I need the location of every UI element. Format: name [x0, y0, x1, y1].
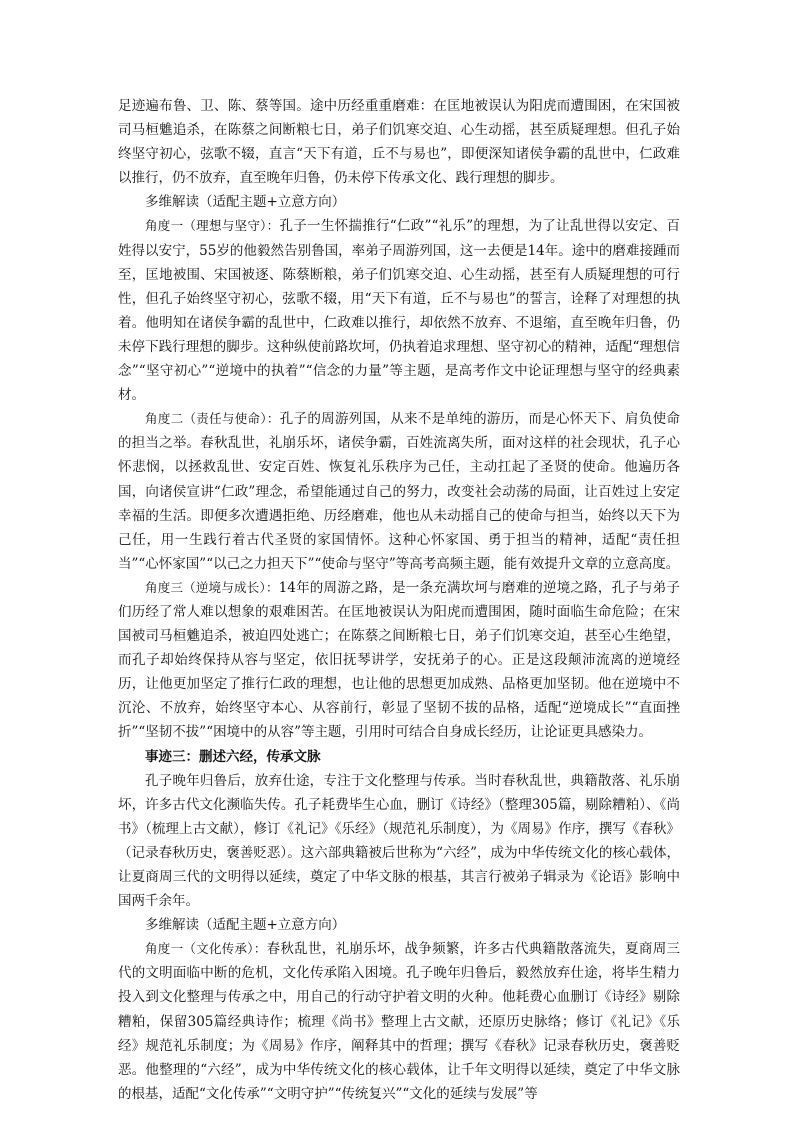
paragraph-angle-culture: [118, 937, 680, 1106]
paragraph-six-classics: 孔子晚年归鲁后，放弃仕途，专注于文化整理与传承。当时春秋乱世，典籍散落、礼乐崩坏，许多古代文化濒临失传。孔子耗费毕生心血，删订《诗经》（整理305篇，剔除糟粕）、《尚书》（梳理上古文献），修订《礼记》《乐经》（规范礼乐制度），为《周易》作序，撰写《春秋》（记录春秋历史，褒善贬恶）。这六部典籍被后世称为“六经”，成为中华传统文化的核心载体，让夏商周三代的文明得以延续，奠定了中华文脉的根基，其言行被弟子辑录为《论语》影响中国两千余年。: [118, 772, 680, 910]
section-heading-multi-interpretation: 多维解读（适配主题+立意方向）: [145, 194, 346, 211]
angle-label: 角度三（逆境与成长）：: [145, 579, 279, 595]
section-heading-deed-three: 事迹三：删述六经，传承文脉: [145, 748, 321, 765]
paragraph-angle-ideal: [118, 214, 680, 407]
angle-label: 角度二（责任与使命）：: [145, 411, 280, 427]
paragraph-angle-adversity: [118, 576, 680, 745]
paragraph-journey-summary: 足迹遍布鲁、卫、陈、蔡等国。途中历经重重磨难：在匡地被误认为阳虎而遭围困，在宋国被司马桓魋追杀，在陈蔡之间断粮七日，弟子们饥寒交迫、心生动摇，甚至质疑理想。但孔子始终坚守初心，弦歌不辍，直言“天下有道，丘不与易也”，即便深知诸侯争霸的乱世中，仁政难以推行，仍不放弃，直至晚年归鲁，仍未停下传承文化、践行理想的脚步。: [118, 98, 680, 187]
angle-text: 孔子一生怀揣推行“仁政”“礼乐”的理想，为了让乱世得以安定、百姓得以安宁，55岁的他毅然告别鲁国，率弟子周游列国，这一去便是14年。途中的磨难接踵而至，匡地被围、宋国被逐、陈蔡断粮，弟子们饥寒交迫、心生动摇，甚至有人质疑理想的可行性，但孔子始终坚守初心，弦歌不辍，用“天下有道，丘不与易也”的誓言，诠释了对理想的执着。他明知在诸侯争霸的乱世中，仁政难以推行，却依然不放弃、不退缩，直至晚年归鲁，仍未停下践行理想的脚步。这种纵使前路坎坷，仍执着追求理想、坚守初心的精神，适配“理想信念”“坚守初心”“逆境中的执着”“信念的力量”等主题，是高考作文中论证理想与坚守的经典素材。: [118, 218, 680, 404]
document-page: [118, 94, 680, 1106]
paragraph-angle-responsibility: [118, 407, 680, 576]
angle-label: 角度一（文化传承）：: [145, 941, 267, 957]
angle-text: 14年的周游之路，是一条充满坎坷与磨难的逆境之路，孔子与弟子们历经了常人难以想象的艰难困苦。在匡地被误认为阳虎而遭围困，随时面临生命危险；在宋国被司马桓魋追杀，被迫四处逃亡；在陈蔡之间断粮七日，弟子们饥寒交迫，甚至心生绝望，而孔子却始终保持从容与坚定，依旧抚琴讲学，安抚弟子的心。正是这段颠沛流离的逆境经历，让他更加坚定了推行仁政的理想，也让他的思想更加成熟、品格更加坚韧。他在逆境中不沉沦、不放弃，始终坚守本心、从容前行，彰显了坚韧不拔的品格，适配“逆境成长”“直面挫折”“坚韧不拔”“困境中的从容”等主题，引用时可结合自身成长经历，让论证更具感染力。: [118, 579, 680, 741]
angle-text: 孔子的周游列国，从来不是单纯的游历，而是心怀天下、肩负使命的担当之举。春秋乱世，礼崩乐坏，诸侯争霸，百姓流离失所，面对这样的社会现状，孔子心怀悲悯，以拯救乱世、安定百姓、恢复礼乐秩序为己任，主动扛起了圣贤的使命。他遍历各国，向诸侯宣讲“仁政”理念，希望能通过自己的努力，改变社会动荡的局面，让百姓过上安定幸福的生活。即便多次遭遇拒绝、历经磨难，他也从未动摇自己的使命与担当，始终以天下为己任，用一生践行着古代圣贤的家国情怀。这种心怀家国、勇于担当的精神，适配“责任担当”“心怀家国”“以己之力担天下”“使命与坚守”等高考高频主题，能有效提升文章的立意高度。: [118, 411, 680, 572]
angle-text: 春秋乱世，礼崩乐坏，战争频繁，许多古代典籍散落流失，夏商周三代的文明面临中断的危机，文化传承陷入困境。孔子晚年归鲁后，毅然放弃仕途，将毕生精力投入到文化整理与传承之中，用自己的行动守护着文明的火种。他耗费心血删订《诗经》剔除糟粕，保留305篇经典诗作；梳理《尚书》整理上古文献，还原历史脉络；修订《礼记》《乐经》规范礼乐制度；为《周易》作序，阐释其中的哲理；撰写《春秋》记录春秋历史，褒善贬恶。他整理的“六经”，成为中华传统文化的核心载体，让千年文明得以延续，奠定了中华文脉的根基，适配“文化传承”“文明守护”“传统复兴”“文化的延续与发展”等: [118, 941, 680, 1102]
angle-label: 角度一（理想与坚守）：: [145, 218, 280, 234]
section-heading-multi-interpretation-2: 多维解读（适配主题+立意方向）: [145, 917, 346, 934]
